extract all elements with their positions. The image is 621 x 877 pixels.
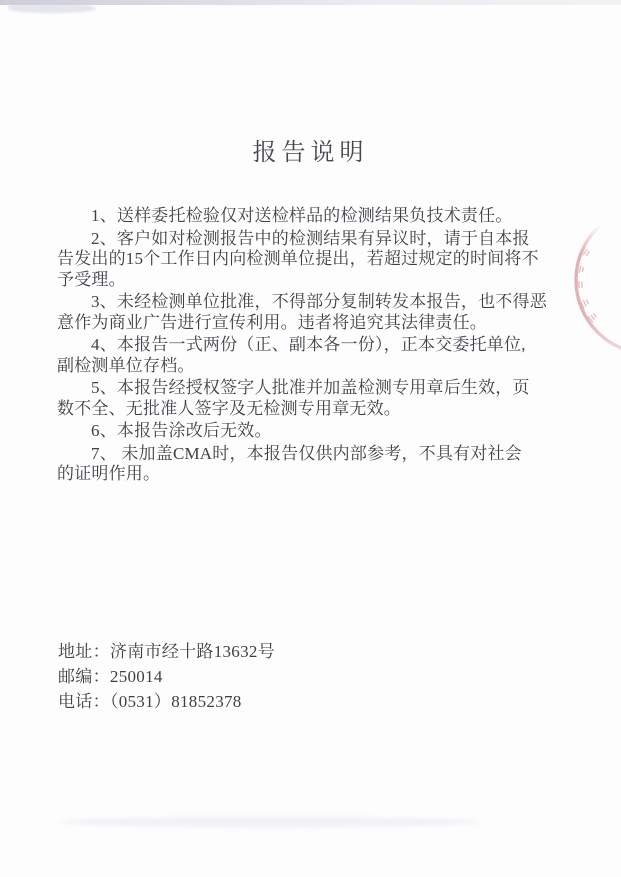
note-paragraph-5 xyxy=(57,378,557,419)
note-paragraph-7 xyxy=(57,444,557,485)
scan-smudge-bottom xyxy=(60,817,480,827)
text-line: 2、客户如对检测报告中的检测结果有异议时，请于自本报 xyxy=(91,228,530,248)
text-line: 1、送样委托检验仅对送检样品的检测结果负技术责任。 xyxy=(91,206,513,225)
text-line: 意作为商业广告进行宣传利用。违者将追究其法律责任。 xyxy=(57,312,487,332)
page-title: 报告说明 xyxy=(252,140,369,166)
contact-info xyxy=(58,639,275,714)
contact-label: 电话： xyxy=(58,692,110,711)
text-line: 数不全、无批准人签字及无检测专用章无效。 xyxy=(57,398,401,418)
scan-smudge-top-left xyxy=(8,3,96,13)
text-line: 副检测单位存档。 xyxy=(57,355,195,375)
contact-value: （0531）81852378 xyxy=(109,692,242,711)
note-paragraph-3 xyxy=(57,292,557,333)
text-line: 3、未经检测单位批准，不得部分复制转发本报告，也不得恶 xyxy=(91,292,547,311)
note-paragraph-4 xyxy=(57,335,557,376)
note-paragraph-2 xyxy=(57,229,557,291)
stamp-arc xyxy=(576,206,621,354)
text-line: 6、本报告涂改后无效。 xyxy=(91,421,272,440)
text-line: 告发出的15个工作日内向检测单位提出，若超过规定的时间将不 xyxy=(57,249,539,268)
report-notes xyxy=(57,206,557,487)
text-line: 7、 未加盖CMA时，本报告仅供内部参考，不具有对社会 xyxy=(91,443,522,463)
text-line: 4、本报告一式两份（正、副本各一份），正本交委托单位, xyxy=(91,335,526,354)
contact-value: 济南市经十路13632号 xyxy=(109,642,276,661)
contact-address xyxy=(58,639,275,664)
text-line: 予受理。 xyxy=(57,269,126,289)
scan-edge-artifact xyxy=(0,0,621,5)
contact-postcode xyxy=(58,664,275,689)
contact-label: 邮编： xyxy=(58,667,110,686)
note-paragraph-1 xyxy=(57,206,557,227)
contact-phone xyxy=(58,689,275,714)
note-paragraph-6 xyxy=(57,421,557,442)
text-line: 的证明作用。 xyxy=(57,464,161,483)
contact-value: 250014 xyxy=(109,667,163,686)
contact-label: 地址： xyxy=(58,642,110,661)
stamp-glyphs xyxy=(576,247,598,323)
text-line: 5、本报告经授权签字人批准并加盖检测专用章后生效，页 xyxy=(91,378,530,397)
